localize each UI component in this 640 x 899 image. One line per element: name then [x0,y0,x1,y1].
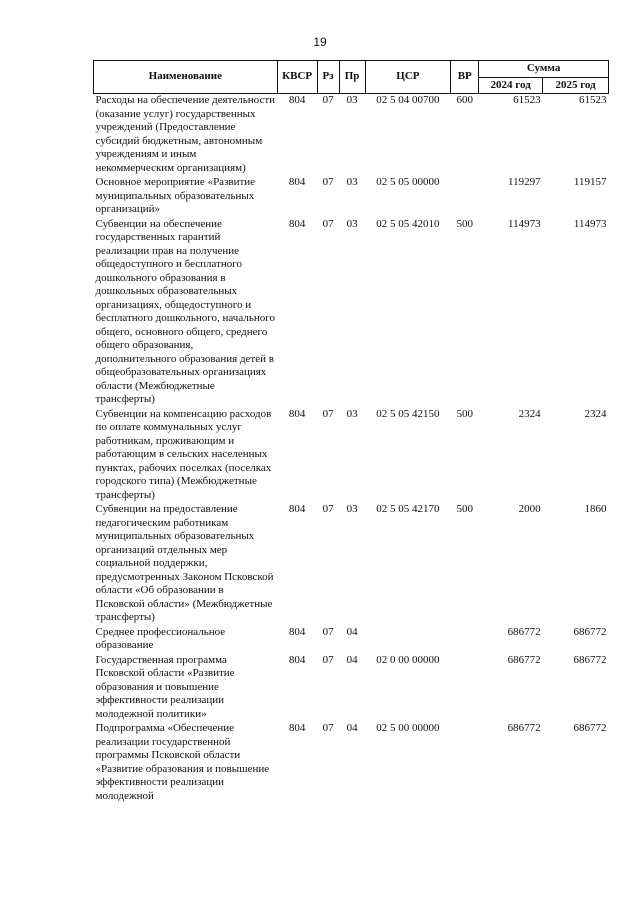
row-rz: 07 [322,503,334,515]
row-pr: 03 [346,217,358,230]
row-rz: 07 [322,653,334,666]
row-csr: 02 5 05 00000 [376,176,440,188]
row-sum-2025: 114973 [573,217,607,230]
row-name: Расходы на обеспечение деятельности (оказание услуг) государственных учреждений (Предоставление субсидий бюджетным, автономным учреждениям и иным некоммерческим организациям) [95,94,276,174]
row-name: Субвенции на обеспечение государственных гарантий реализации прав на получение общедоступного и бесплатного дошкольного образования в дошкольных образовательных организациях, общедоступного и бесплатного дошкольного, начального общего, основного общего, среднего общего образования, дополнительного образования детей в общеобразовательных организациях области (Межбюджетные трансферты) [95,217,275,405]
header-name: Наименование [94,61,278,94]
row-kvsr: 804 [288,407,306,420]
row-name: Субвенции на компенсацию расходов по оплате коммунальных услуг работникам, проживающим и работающим в сельских населенных пунктах, рабочих поселках (поселках городского типа) (Межбюджетные трансферты) [95,407,272,501]
row-rz: 07 [322,407,334,420]
row-rz: 07 [322,625,334,638]
row-csr: 02 5 05 42170 [376,503,440,515]
row-name: Основное мероприятие «Развитие муниципальных образовательных организаций» [95,176,256,215]
row-sum-2024: 114973 [508,217,541,230]
row-csr: 02 5 05 42150 [376,407,440,420]
table-row [94,94,609,177]
row-kvsr: 804 [288,176,306,188]
row-csr: 02 5 05 42010 [376,217,440,230]
row-sum-2025: 686772 [573,625,607,638]
header-kvsr: КВСР [277,61,317,94]
row-vr [451,722,479,804]
row-sum-2024: 61523 [513,94,541,106]
row-name: Среднее профессиональное образование [95,625,226,651]
header-rz: Рз [317,61,339,94]
row-vr [451,626,479,654]
row-pr: 03 [346,407,358,420]
row-sum-2024: 2000 [518,503,541,515]
row-kvsr: 804 [288,722,306,734]
header-vr: ВР [451,61,479,94]
header-year-2024: 2024 год [479,77,543,94]
row-vr: 500 [456,217,473,230]
row-vr [451,654,479,723]
row-csr: 02 5 04 00700 [376,94,440,106]
row-sum-2025: 61523 [579,94,607,106]
row-rz: 07 [322,176,334,188]
row-vr: 500 [456,407,473,420]
table-body [94,94,609,805]
row-pr: 04 [346,625,358,638]
row-vr: 500 [456,503,473,515]
row-rz: 07 [322,722,334,734]
row-sum-2024: 686772 [507,625,541,638]
row-vr [451,176,479,218]
header-csr: ЦСР [365,61,451,94]
page-number: 19 [313,35,327,49]
row-csr: 02 5 00 00000 [376,722,440,734]
table-row [94,408,609,504]
row-sum-2025: 119157 [573,176,607,188]
row-kvsr: 804 [288,653,306,666]
row-name: Субвенции на предоставление педагогическим работникам муниципальных образовательных организаций отдельных мер социальной поддержки, предусмотренных Законом Псковской области «Об образовании в Псковской области» (Межбюджетные трансферты) [95,503,274,623]
row-rz: 07 [322,217,334,230]
budget-table [93,60,609,804]
table-row [94,218,609,408]
row-rz: 07 [322,94,334,106]
row-kvsr: 804 [288,625,306,638]
row-pr: 04 [346,722,358,734]
header-pr: Пр [339,61,365,94]
row-sum-2024: 686772 [507,653,541,666]
row-sum-2025: 2324 [584,407,607,420]
row-kvsr: 804 [288,217,306,230]
row-sum-2025: 1860 [584,503,607,515]
row-csr: 02 0 00 00000 [376,653,440,666]
table-row [94,626,609,654]
row-name: Государственная программа Псковской области «Развитие образования и повышение эффективности реализации молодежной политики» [95,653,235,720]
row-sum-2024: 2324 [518,407,541,420]
header-year-2025: 2025 год [543,77,609,94]
table-row [94,503,609,626]
row-csr [365,626,451,654]
row-pr: 03 [346,94,358,106]
row-kvsr: 804 [288,503,306,515]
table-row [94,654,609,723]
row-pr: 04 [346,653,358,666]
row-sum-2025: 686772 [573,653,607,666]
row-sum-2024: 119297 [508,176,541,188]
row-sum-2025: 686772 [573,722,607,734]
row-vr: 600 [456,94,473,106]
table-row [94,176,609,218]
row-name: Подпрограмма «Обеспечение реализации государственной программы Псковской области «Развитие образования и повышение эффективности реализации молодежной [95,722,270,802]
table-header [94,61,609,94]
table-row [94,722,609,804]
header-sum: Сумма [479,61,609,78]
row-kvsr: 804 [288,94,306,106]
row-sum-2024: 686772 [507,722,541,734]
row-pr: 03 [346,176,358,188]
row-pr: 03 [346,503,358,515]
